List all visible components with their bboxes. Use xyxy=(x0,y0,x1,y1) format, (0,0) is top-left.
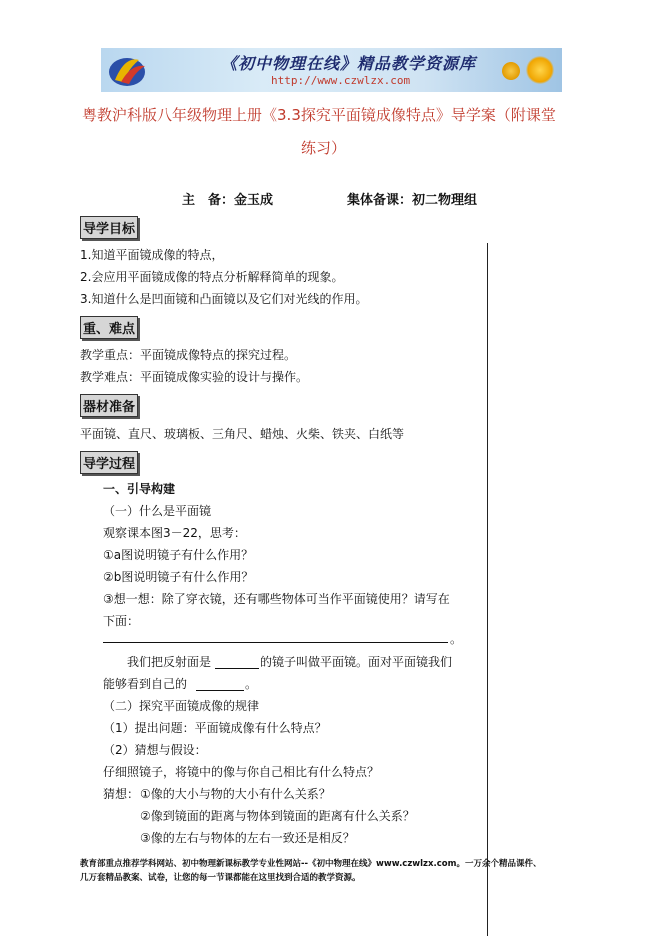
observe-text-2: 仔细照镜子，将镜中的像与你自己相比有什么特点？ xyxy=(103,765,380,779)
fill-blank-2[interactable] xyxy=(196,689,244,691)
question-1: ①a图说明镜子有什么作用？ xyxy=(103,548,254,562)
site-banner xyxy=(101,48,562,92)
fill-text-1b: 的镜子叫做平面镜。面对平面镜我们 xyxy=(260,655,453,669)
part2-title: （二）探究平面镜成像的规律 xyxy=(103,699,260,713)
goal-item: 1.知道平面镜成像的特点， xyxy=(80,248,224,262)
question-2: ②b图说明镜子有什么作用？ xyxy=(103,570,254,584)
goal-item: 3.知道什么是凹面镜和凸面镜以及它们对光线的作用。 xyxy=(80,292,368,306)
goal-item: 2.会应用平面镜成像的特点分析解释简单的现象。 xyxy=(80,270,344,284)
margin-divider xyxy=(487,243,488,936)
fill-text-2a: 能够看到自己的 xyxy=(103,677,188,691)
key-points-heading: 重、难点 xyxy=(80,316,138,339)
key-point-item: 教学难点：平面镜成像实验的设计与操作。 xyxy=(80,370,309,384)
period-mark: 。 xyxy=(450,632,463,646)
document-title-line1: 粤教沪科版八年级物理上册《3.3探究平面镜成像特点》导学案（附课堂 xyxy=(82,106,556,124)
process-subheading: 一、引导构建 xyxy=(103,482,176,496)
guess-label: 猜想： xyxy=(103,787,140,801)
question-3: ③想一想：除了穿衣镜，还有哪些物体可当作平面镜使用？请写在 xyxy=(103,592,450,606)
fill-blank-1[interactable] xyxy=(215,667,259,669)
guess-1: ①像的大小与物的大小有什么关系？ xyxy=(140,787,331,801)
fill-text-1a: 我们把反射面是 xyxy=(127,655,212,669)
author-label: 主 备：金玉成 xyxy=(182,193,274,208)
site-logo-icon xyxy=(105,50,153,90)
footer-line-2: 几万套精品教案、试卷，让您的每一节课都能在这里找到合适的教学资源。 xyxy=(80,873,361,883)
answer-blank[interactable] xyxy=(103,641,448,643)
process-heading: 导学过程 xyxy=(80,451,138,474)
guess-2: ②像到镜面的距离与物体到镜面的距离有什么关系？ xyxy=(140,809,415,823)
flower-icon xyxy=(502,62,520,80)
step-2: （2）猜想与假设： xyxy=(103,743,207,757)
step-1: （1）提出问题：平面镜成像有什么特点？ xyxy=(103,721,327,735)
observe-text: 观察课本图3－22，思考： xyxy=(103,526,246,540)
guess-3: ③像的左右与物体的左右一致还是相反？ xyxy=(140,831,355,845)
part1-title: （一）什么是平面镜 xyxy=(103,504,212,518)
document-title-line2: 练习） xyxy=(301,139,347,157)
fill-text-2b: 。 xyxy=(245,677,258,691)
banner-url[interactable]: http://www.czwlzx.com xyxy=(271,74,411,87)
footer-line-1: 教育部重点推荐学科网站、初中物理新课标教学专业性网站--《初中物理在线》www.czwlzx.com。一万余个精品课件、 xyxy=(80,859,542,869)
key-point-item: 教学重点：平面镜成像特点的探究过程。 xyxy=(80,348,297,362)
materials-text: 平面镜、直尺、玻璃板、三角尺、蜡烛、火柴、铁夹、白纸等 xyxy=(80,427,405,441)
sunflower-icon xyxy=(526,56,554,84)
question-3-cont: 下面： xyxy=(103,614,140,628)
materials-heading: 器材准备 xyxy=(80,394,138,417)
banner-title: 《初中物理在线》精品教学资源库 xyxy=(221,54,477,73)
group-label: 集体备课：初二物理组 xyxy=(347,193,478,208)
goals-heading: 导学目标 xyxy=(80,216,138,239)
